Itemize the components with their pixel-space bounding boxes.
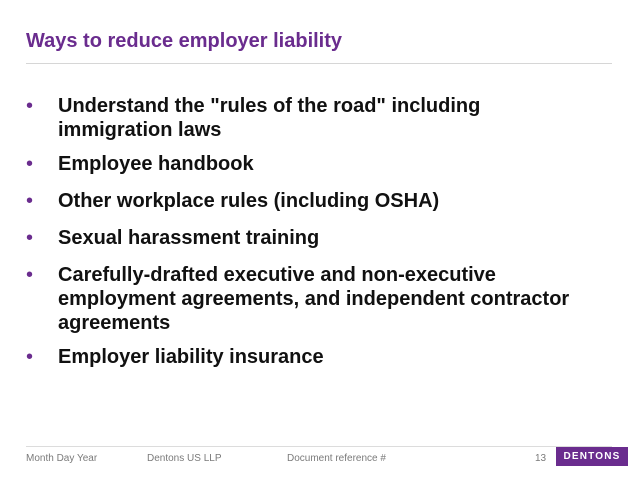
bullet-item [26, 94, 586, 142]
footer-divider [26, 446, 612, 447]
bullet-item [26, 152, 586, 176]
slide-title: Ways to reduce employer liability [26, 30, 343, 52]
bullet-item [26, 189, 586, 213]
page-number: 13 [535, 453, 547, 464]
bullet-text: Other workplace rules (including OSHA) [58, 190, 440, 212]
bullet-item [26, 226, 586, 250]
bullet-item [26, 345, 586, 369]
bullet-glyph: • [26, 264, 34, 286]
bullet-item [26, 263, 586, 335]
bullet-text: Carefully-drafted executive and non-executive employment agreements, and independent contractor agreements [58, 264, 570, 334]
bullet-glyph: • [26, 153, 34, 175]
bullet-text: Sexual harassment training [58, 227, 320, 249]
bullet-list [26, 94, 586, 382]
dentons-logo: DENTONS [556, 447, 628, 466]
bullet-text: Understand the "rules of the road" including immigration laws [58, 95, 481, 141]
footer-date: Month Day Year [26, 453, 98, 464]
bullet-glyph: • [26, 227, 34, 249]
bullet-glyph: • [26, 190, 34, 212]
bullet-text: Employee handbook [58, 153, 254, 175]
footer-doc-reference: Document reference # [287, 453, 386, 464]
bullet-text: Employer liability insurance [58, 346, 324, 368]
footer-company: Dentons US LLP [147, 453, 222, 464]
bullet-glyph: • [26, 346, 34, 368]
title-divider [26, 63, 612, 64]
bullet-glyph: • [26, 95, 34, 117]
